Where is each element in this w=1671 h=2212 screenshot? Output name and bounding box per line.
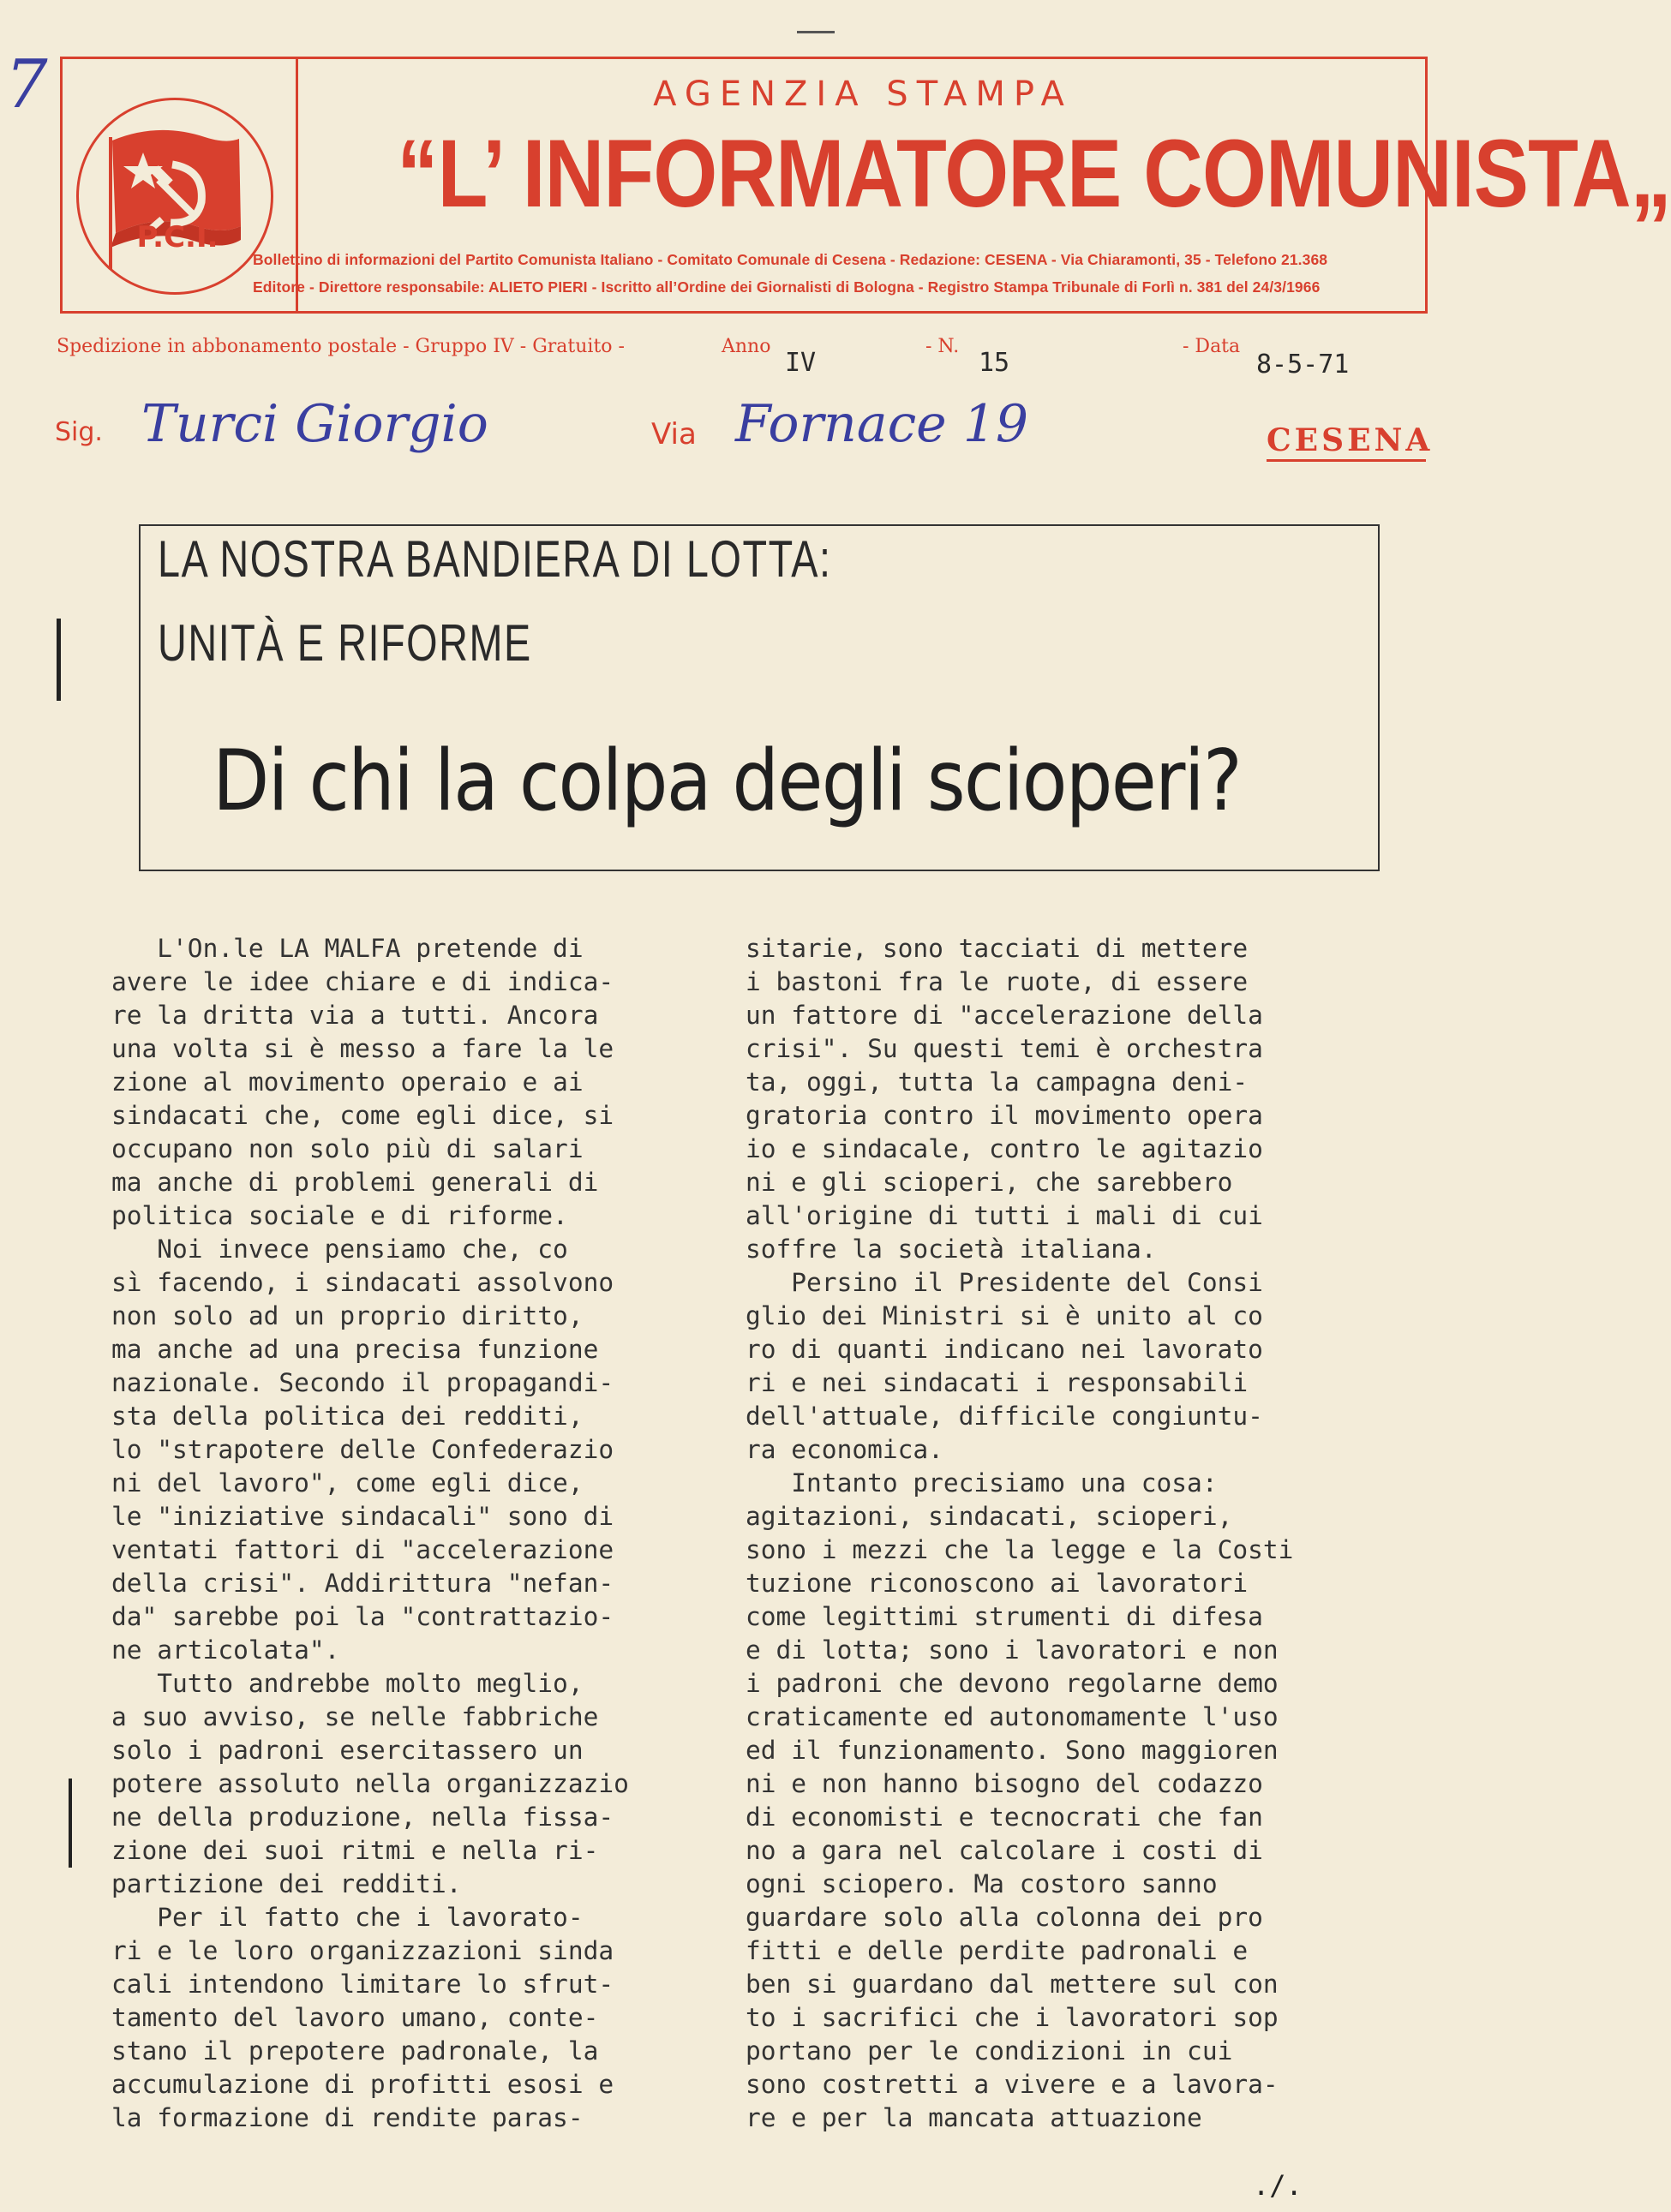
article-line: sitarie, sono tacciati di mettere <box>746 934 1249 963</box>
article-line: non solo ad un proprio diritto, <box>111 1301 584 1330</box>
article-line: re e per la mancata attuazione <box>746 2103 1202 2132</box>
continuation-mark: ./. <box>1253 2169 1303 2202</box>
top-dash <box>797 31 835 33</box>
article-line: ro di quanti indicano nei lavorato <box>746 1335 1263 1364</box>
article-line: come legittimi strumenti di difesa <box>746 1602 1263 1631</box>
article-line: tamento del lavoro umano, conte- <box>111 2003 599 2032</box>
article-line: Tutto andrebbe molto meglio, <box>111 1669 584 1698</box>
article-line: ed il funzionamento. Sono maggioren <box>746 1736 1279 1765</box>
paper-name: “L’ INFORMATORE COMUNISTA„ <box>397 120 1671 227</box>
article-line: zione dei suoi ritmi e nella ri- <box>111 1836 599 1865</box>
article-headline: Di chi la colpa degli scioperi? <box>213 732 1241 830</box>
article-line: Intanto precisiamo una cosa: <box>746 1468 1218 1498</box>
kicker-line-1: LA NOSTRA BANDIERA DI LOTTA: <box>158 530 832 588</box>
article-line: Per il fatto che i lavorato- <box>111 1903 584 1932</box>
article-line: no a gara nel calcolare i costi di <box>746 1836 1263 1865</box>
article-line: glio dei Ministri si è unito al co <box>746 1301 1263 1330</box>
article-column-left <box>111 932 629 2135</box>
shipping-info: Spedizione in abbonamento postale - Gruppo IV - Gratuito - <box>57 336 625 357</box>
article-line: sì facendo, i sindacati assolvono <box>111 1268 614 1297</box>
article-line: guardare solo alla colonna dei pro <box>746 1903 1263 1932</box>
article-line: to i sacrifici che i lavoratori sop <box>746 2003 1279 2032</box>
street-label: Via <box>651 417 697 451</box>
article-line: ri e le loro organizzazioni sinda <box>111 1936 614 1965</box>
article-line: ma anche ad una precisa funzione <box>111 1335 599 1364</box>
date-label: - Data <box>1183 336 1241 357</box>
margin-mark <box>57 619 61 701</box>
date-value: 8-5-71 <box>1256 350 1350 380</box>
article-line: ni e non hanno bisogno del codazzo <box>746 1769 1263 1798</box>
article-line: ta, oggi, tutta la campagna deni- <box>746 1067 1249 1097</box>
issue-number-label: - N. <box>925 336 960 357</box>
article-line: ventati fattori di "accelerazione <box>111 1535 614 1564</box>
article-line: le "iniziative sindacali" sono di <box>111 1502 614 1531</box>
article-line: di economisti e tecnocrati che fan <box>746 1802 1263 1832</box>
article-line: ne articolata". <box>111 1635 340 1665</box>
article-line: ri e nei sindacati i responsabili <box>746 1368 1249 1397</box>
article-column-right <box>746 932 1293 2135</box>
anno-value: IV <box>785 348 817 378</box>
article-line: partizione dei redditi. <box>111 1869 462 1898</box>
kicker-line-2: UNITÀ E RIFORME <box>158 614 532 672</box>
article-line: sono costretti a vivere e a lavora- <box>746 2070 1279 2099</box>
article-line: gratoria contro il movimento opera <box>746 1101 1263 1130</box>
addressee-street: Fornace 19 <box>735 394 1029 454</box>
article-line: una volta si è messo a fare la le <box>111 1034 614 1063</box>
article-line: tuzione riconoscono ai lavoratori <box>746 1569 1249 1598</box>
article-line: accumulazione di profitti esosi e <box>111 2070 614 2099</box>
article-line: nazionale. Secondo il propagandi- <box>111 1368 614 1397</box>
article-line: all'origine di tutti i mali di cui <box>746 1201 1263 1230</box>
article-line: ni del lavoro", come egli dice, <box>111 1468 584 1498</box>
article-line: cali intendono limitare lo sfrut- <box>111 1970 614 1999</box>
article-line: sta della politica dei redditi, <box>111 1402 584 1431</box>
article-line: ogni sciopero. Ma costoro sanno <box>746 1869 1218 1898</box>
article-line: la formazione di rendite paras- <box>111 2103 584 2132</box>
article-line: un fattore di "accelerazione della <box>746 1001 1263 1030</box>
article-line: io e sindacale, contro le agitazio <box>746 1134 1263 1163</box>
handwritten-page-number: 7 <box>5 46 48 123</box>
addressee-label: Sig. <box>55 417 103 447</box>
article-line: ni e gli scioperi, che sarebbero <box>746 1168 1233 1197</box>
article-line: solo i padroni esercitassero un <box>111 1736 584 1765</box>
article-line: i bastoni fra le ruote, di essere <box>746 967 1249 996</box>
article-line: L'On.le LA MALFA pretende di <box>111 934 584 963</box>
article-line: dell'attuale, difficile congiuntu- <box>746 1402 1263 1431</box>
article-line: stano il prepotere padronale, la <box>111 2036 599 2066</box>
masthead-info-line-1: Bollettino di informazioni del Partito Comunista Italiano - Comitato Comunale di Cesena - Redazione: CESENA - Via Chiaramonti, 35 - Telefono 21.368 <box>253 251 1328 268</box>
logo-label: P.C.I. <box>136 220 219 254</box>
masthead-info-line-2: Editore - Direttore responsabile: ALIETO PIERI - Iscritto all’Ordine dei Giornalisti di Bologna - Registro Stampa Tribunale di Forlì n. 381 del 24/3/1966 <box>253 278 1321 296</box>
hammer-sickle-flag-icon <box>76 98 273 295</box>
article-line: craticamente ed autonomamente l'uso <box>746 1702 1279 1731</box>
article-line: fitti e delle perdite padronali e <box>746 1936 1249 1965</box>
article-line: sono i mezzi che la legge e la Costi <box>746 1535 1294 1564</box>
article-line: avere le idee chiare e di indica- <box>111 967 614 996</box>
article-line: lo "strapotere delle Confederazio <box>111 1435 614 1464</box>
article-line: ra economica. <box>746 1435 943 1464</box>
article-line: occupano non solo più di salari <box>111 1134 584 1163</box>
article-line: della crisi". Addirittura "nefan- <box>111 1569 614 1598</box>
article-line: re la dritta via a tutti. Ancora <box>111 1001 599 1030</box>
article-line: agitazioni, sindacati, scioperi, <box>746 1502 1233 1531</box>
article-line: e di lotta; sono i lavoratori e non <box>746 1635 1279 1665</box>
article-line: Noi invece pensiamo che, co <box>111 1235 568 1264</box>
addressee-name: Turci Giorgio <box>141 394 488 454</box>
margin-mark <box>69 1779 72 1868</box>
article-line: a suo avviso, se nelle fabbriche <box>111 1702 599 1731</box>
article-line: da" sarebbe poi la "contrattazio- <box>111 1602 614 1631</box>
pci-logo <box>76 98 273 295</box>
masthead <box>60 57 1671 314</box>
article-line: zione al movimento operaio e ai <box>111 1067 584 1097</box>
issue-number-value: 15 <box>979 348 1010 378</box>
article-line: ma anche di problemi generali di <box>111 1168 599 1197</box>
article-line: portano per le condizioni in cui <box>746 2036 1233 2066</box>
agency-title: AGENZIA STAMPA <box>653 75 1073 114</box>
article-line: politica sociale e di riforme. <box>111 1201 568 1230</box>
anno-label: Anno <box>722 336 771 357</box>
article-line: Persino il Presidente del Consi <box>746 1268 1263 1297</box>
article-line: ne della produzione, nella fissa- <box>111 1802 614 1832</box>
article-line: sindacati che, come egli dice, si <box>111 1101 614 1130</box>
article-line: crisi". Su questi temi è orchestra <box>746 1034 1263 1063</box>
article-line: ben si guardano dal mettere sul con <box>746 1970 1279 1999</box>
article-line: potere assoluto nella organizzazio <box>111 1769 629 1798</box>
city-underline <box>1267 459 1426 462</box>
article-line: soffre la società italiana. <box>746 1235 1157 1264</box>
article-line: i padroni che devono regolarne demo <box>746 1669 1279 1698</box>
city-label: CESENA <box>1267 422 1434 458</box>
